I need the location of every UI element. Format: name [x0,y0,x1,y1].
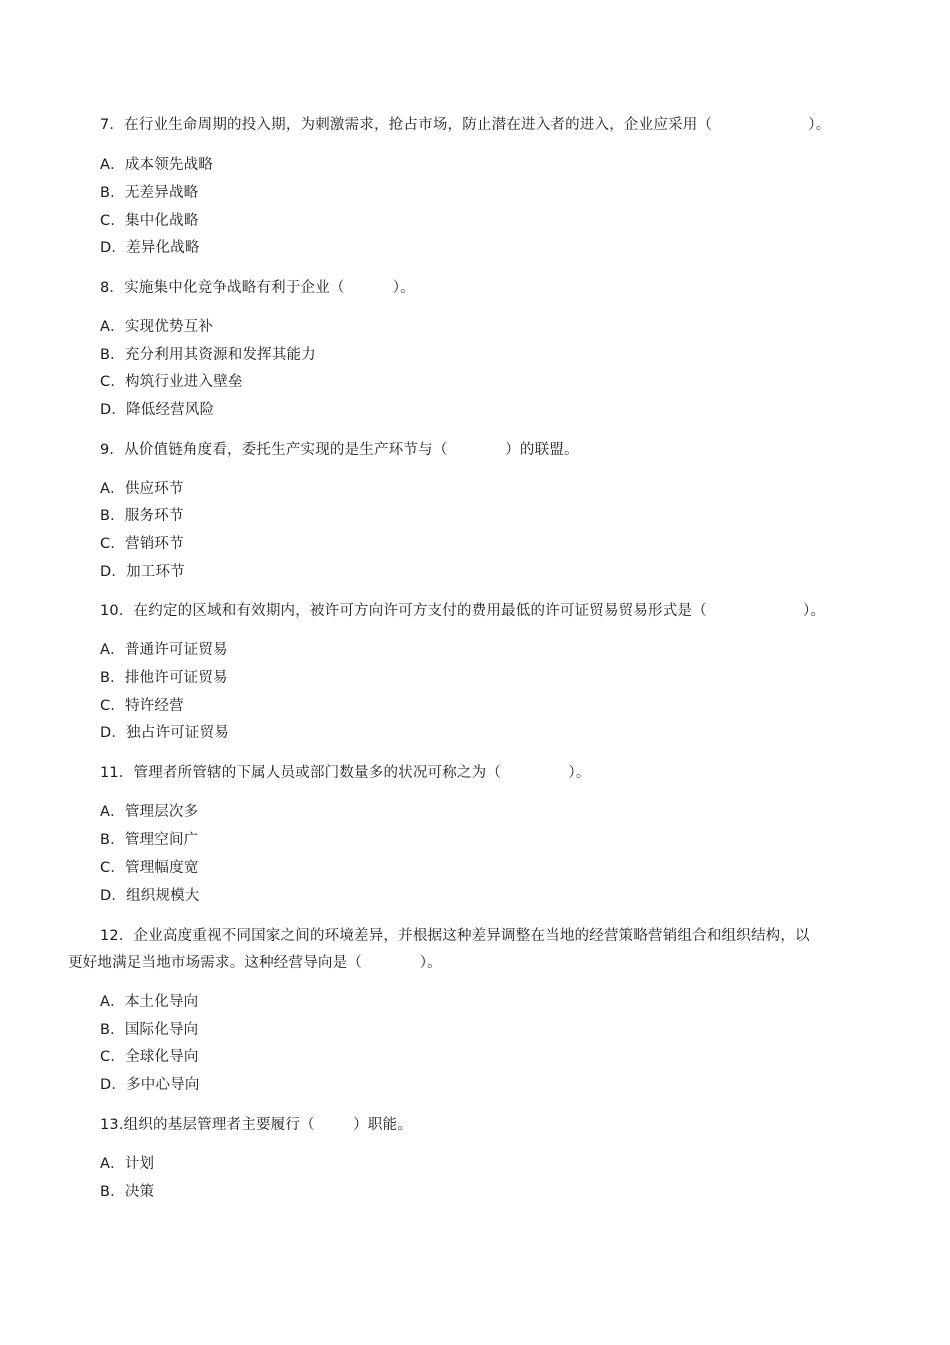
question-7-option-a: A．成本领先战略 [100,157,214,173]
question-9-option-d: D．加工环节 [100,564,185,580]
question-8-option-d: D．降低经营风险 [100,402,215,418]
question-7-option-c: C．集中化战略 [100,213,199,229]
question-8-stem: 8．实施集中化竞争战略有利于企业（ ）。 [100,280,415,296]
question-10-stem: 10．在约定的区域和有效期内，被许可方向许可方支付的费用最低的许可证贸易贸易形式是（ ）。 [100,603,826,619]
question-11-option-b: B．管理空间广 [100,832,199,848]
question-13-option-a: A．计划 [100,1156,155,1172]
question-9-option-c: C．营销环节 [100,536,184,552]
question-12-option-d: D．多中心导向 [100,1077,200,1093]
question-8-option-c: C．构筑行业进入壁垒 [100,374,243,390]
question-8-option-b: B．充分利用其资源和发挥其能力 [100,347,316,363]
question-11-option-a: A．管理层次多 [100,804,199,820]
question-9-option-b: B．服务环节 [100,508,184,524]
question-12-option-a: A．本土化导向 [100,994,199,1010]
question-12-option-b: B．国际化导向 [100,1022,199,1038]
question-10-option-c: C．特许经营 [100,698,184,714]
question-11-stem: 11．管理者所管辖的下属人员或部门数量多的状况可称之为（ ）。 [100,765,591,781]
question-11-option-c: C．管理幅度宽 [100,860,199,876]
question-11-option-d: D．组织规模大 [100,888,200,904]
question-10-option-b: B．排他许可证贸易 [100,670,228,686]
question-10-option-d: D．独占许可证贸易 [100,725,229,741]
question-13-stem: 13.组织的基层管理者主要履行（ ）职能。 [100,1117,413,1133]
question-8-option-a: A．实现优势互补 [100,319,214,335]
question-9-stem: 9．从价值链角度看，委托生产实现的是生产环节与（ ）的联盟。 [100,442,579,458]
question-12-option-c: C．全球化导向 [100,1049,199,1065]
question-12-stem-line-1: 12．企业高度重视不同国家之间的环境差异，并根据这种差异调整在当地的经营策略营销组合和组织结构，以 [100,928,810,944]
question-7-option-b: B．无差异战略 [100,185,199,201]
question-7-option-d: D．差异化战略 [100,240,200,256]
question-9-option-a: A．供应环节 [100,481,184,497]
question-13-option-b: B．决策 [100,1184,155,1200]
question-12-stem-line-2: 更好地满足当地市场需求。这种经营导向是（ ）。 [68,955,442,971]
question-7-stem: 7．在行业生命周期的投入期，为刺激需求，抢占市场，防止潜在进入者的进入，企业应采用（ ）。 [100,117,831,133]
question-10-option-a: A．普通许可证贸易 [100,642,228,658]
